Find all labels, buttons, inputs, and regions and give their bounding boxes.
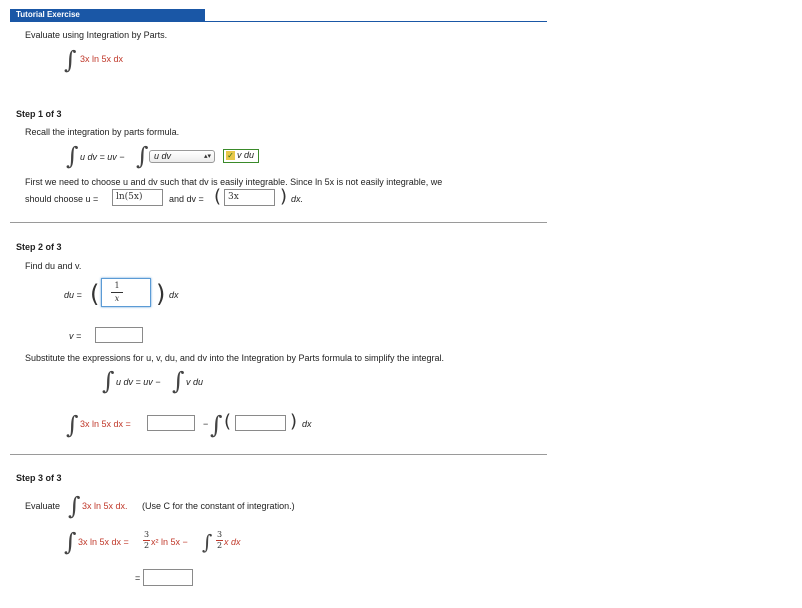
updown-arrow-icon: ▴▾ [203,153,211,160]
correct-answer-text: v du [237,150,255,160]
minus-sign: − [203,419,209,429]
dx-label: dx [169,290,179,300]
frac-numerator: 3 [216,530,223,539]
du-fraction-input[interactable] [101,278,151,307]
close-paren: ) [280,186,288,207]
step1-heading: Step 1 of 3 [16,109,62,119]
integral-sign: ∫ [102,367,115,395]
frac-numerator: 3 [143,530,150,539]
integral-sign: ∫ [66,142,79,170]
step2-heading: Step 2 of 3 [16,242,62,252]
final-answer-input[interactable] [143,569,193,586]
v-input-value [96,330,99,340]
select-value: u dv [154,151,172,161]
u-input[interactable] [112,189,163,206]
formula-text: u dv = uv − [116,377,161,387]
divider [10,222,547,223]
integral-sign: ∫ [68,492,81,520]
formula-term-select[interactable] [149,150,215,163]
step3-term2: x dx [224,537,241,547]
substitute-instruction: Substitute the expressions for u, v, du, and dv into the Integration by Parts formula to simplify the integral. [25,353,445,363]
frac-denominator: 2 [216,541,223,550]
integral-sign: ∫ [210,411,223,439]
and-dv-label: and dv = [169,194,204,204]
vdu-input[interactable] [235,415,286,431]
frac-denominator: 2 [143,541,150,550]
step1-explanation: First we need to choose u and dv such that dv is easily integrable. Since ln 5x is not easily integrable, we [25,177,443,187]
constant-note: (Use C for the constant of integration.) [142,501,295,511]
step3-lhs: 3x ln 5x dx = [78,537,129,547]
dx-label: dx. [291,194,304,204]
step3-term1: x² ln 5x − [151,537,188,547]
integral-sign: ∫ [202,530,213,554]
close-paren: ) [290,411,298,432]
dx-label: dx [302,419,312,429]
v-label: v = [69,331,82,341]
uv-input[interactable] [147,415,195,431]
instruction-text: Evaluate using Integration by Parts. [25,30,168,40]
u-input-value: ln(5x) [116,192,143,202]
vdu-input-value [236,418,239,428]
evaluate-expression: 3x ln 5x dx. [82,501,128,511]
equals-sign: = [135,573,141,583]
final-answer-value [144,572,147,582]
open-paren: ( [90,280,100,308]
dv-input[interactable] [224,189,275,206]
answer-correct-box [223,149,259,163]
step3-heading: Step 3 of 3 [16,473,62,483]
step2-lhs: 3x ln 5x dx = [80,419,131,429]
integral-sign: ∫ [172,367,185,395]
divider [10,454,547,455]
step1-should-choose: should choose u = [25,194,99,204]
integral-sign: ∫ [66,411,79,439]
evaluate-label: Evaluate [25,501,61,511]
uv-input-value [148,418,151,428]
du-numerator: 1 [114,281,120,290]
close-paren: ) [156,280,166,308]
du-label: du = [64,290,82,300]
exercise-title: Tutorial Exercise [10,9,205,21]
formula-end: v du [186,377,204,387]
title-underline [10,21,547,22]
du-denominator: x [114,294,120,303]
open-paren: ( [214,186,222,207]
integral-sign: ∫ [64,528,77,556]
step1-recall: Recall the integration by parts formula. [25,127,180,137]
dv-input-value: 3x [228,192,239,202]
integral-sign: ∫ [64,46,77,74]
fraction-bar [111,292,123,293]
v-input[interactable] [95,327,143,343]
step1-formula: u dv = uv − [80,152,125,162]
open-paren: ( [224,411,232,432]
step2-find: Find du and v. [25,261,82,271]
checkmark-icon: ✓ [227,151,234,161]
intro-integrand: 3x ln 5x dx [80,54,124,64]
integral-sign: ∫ [136,142,149,170]
